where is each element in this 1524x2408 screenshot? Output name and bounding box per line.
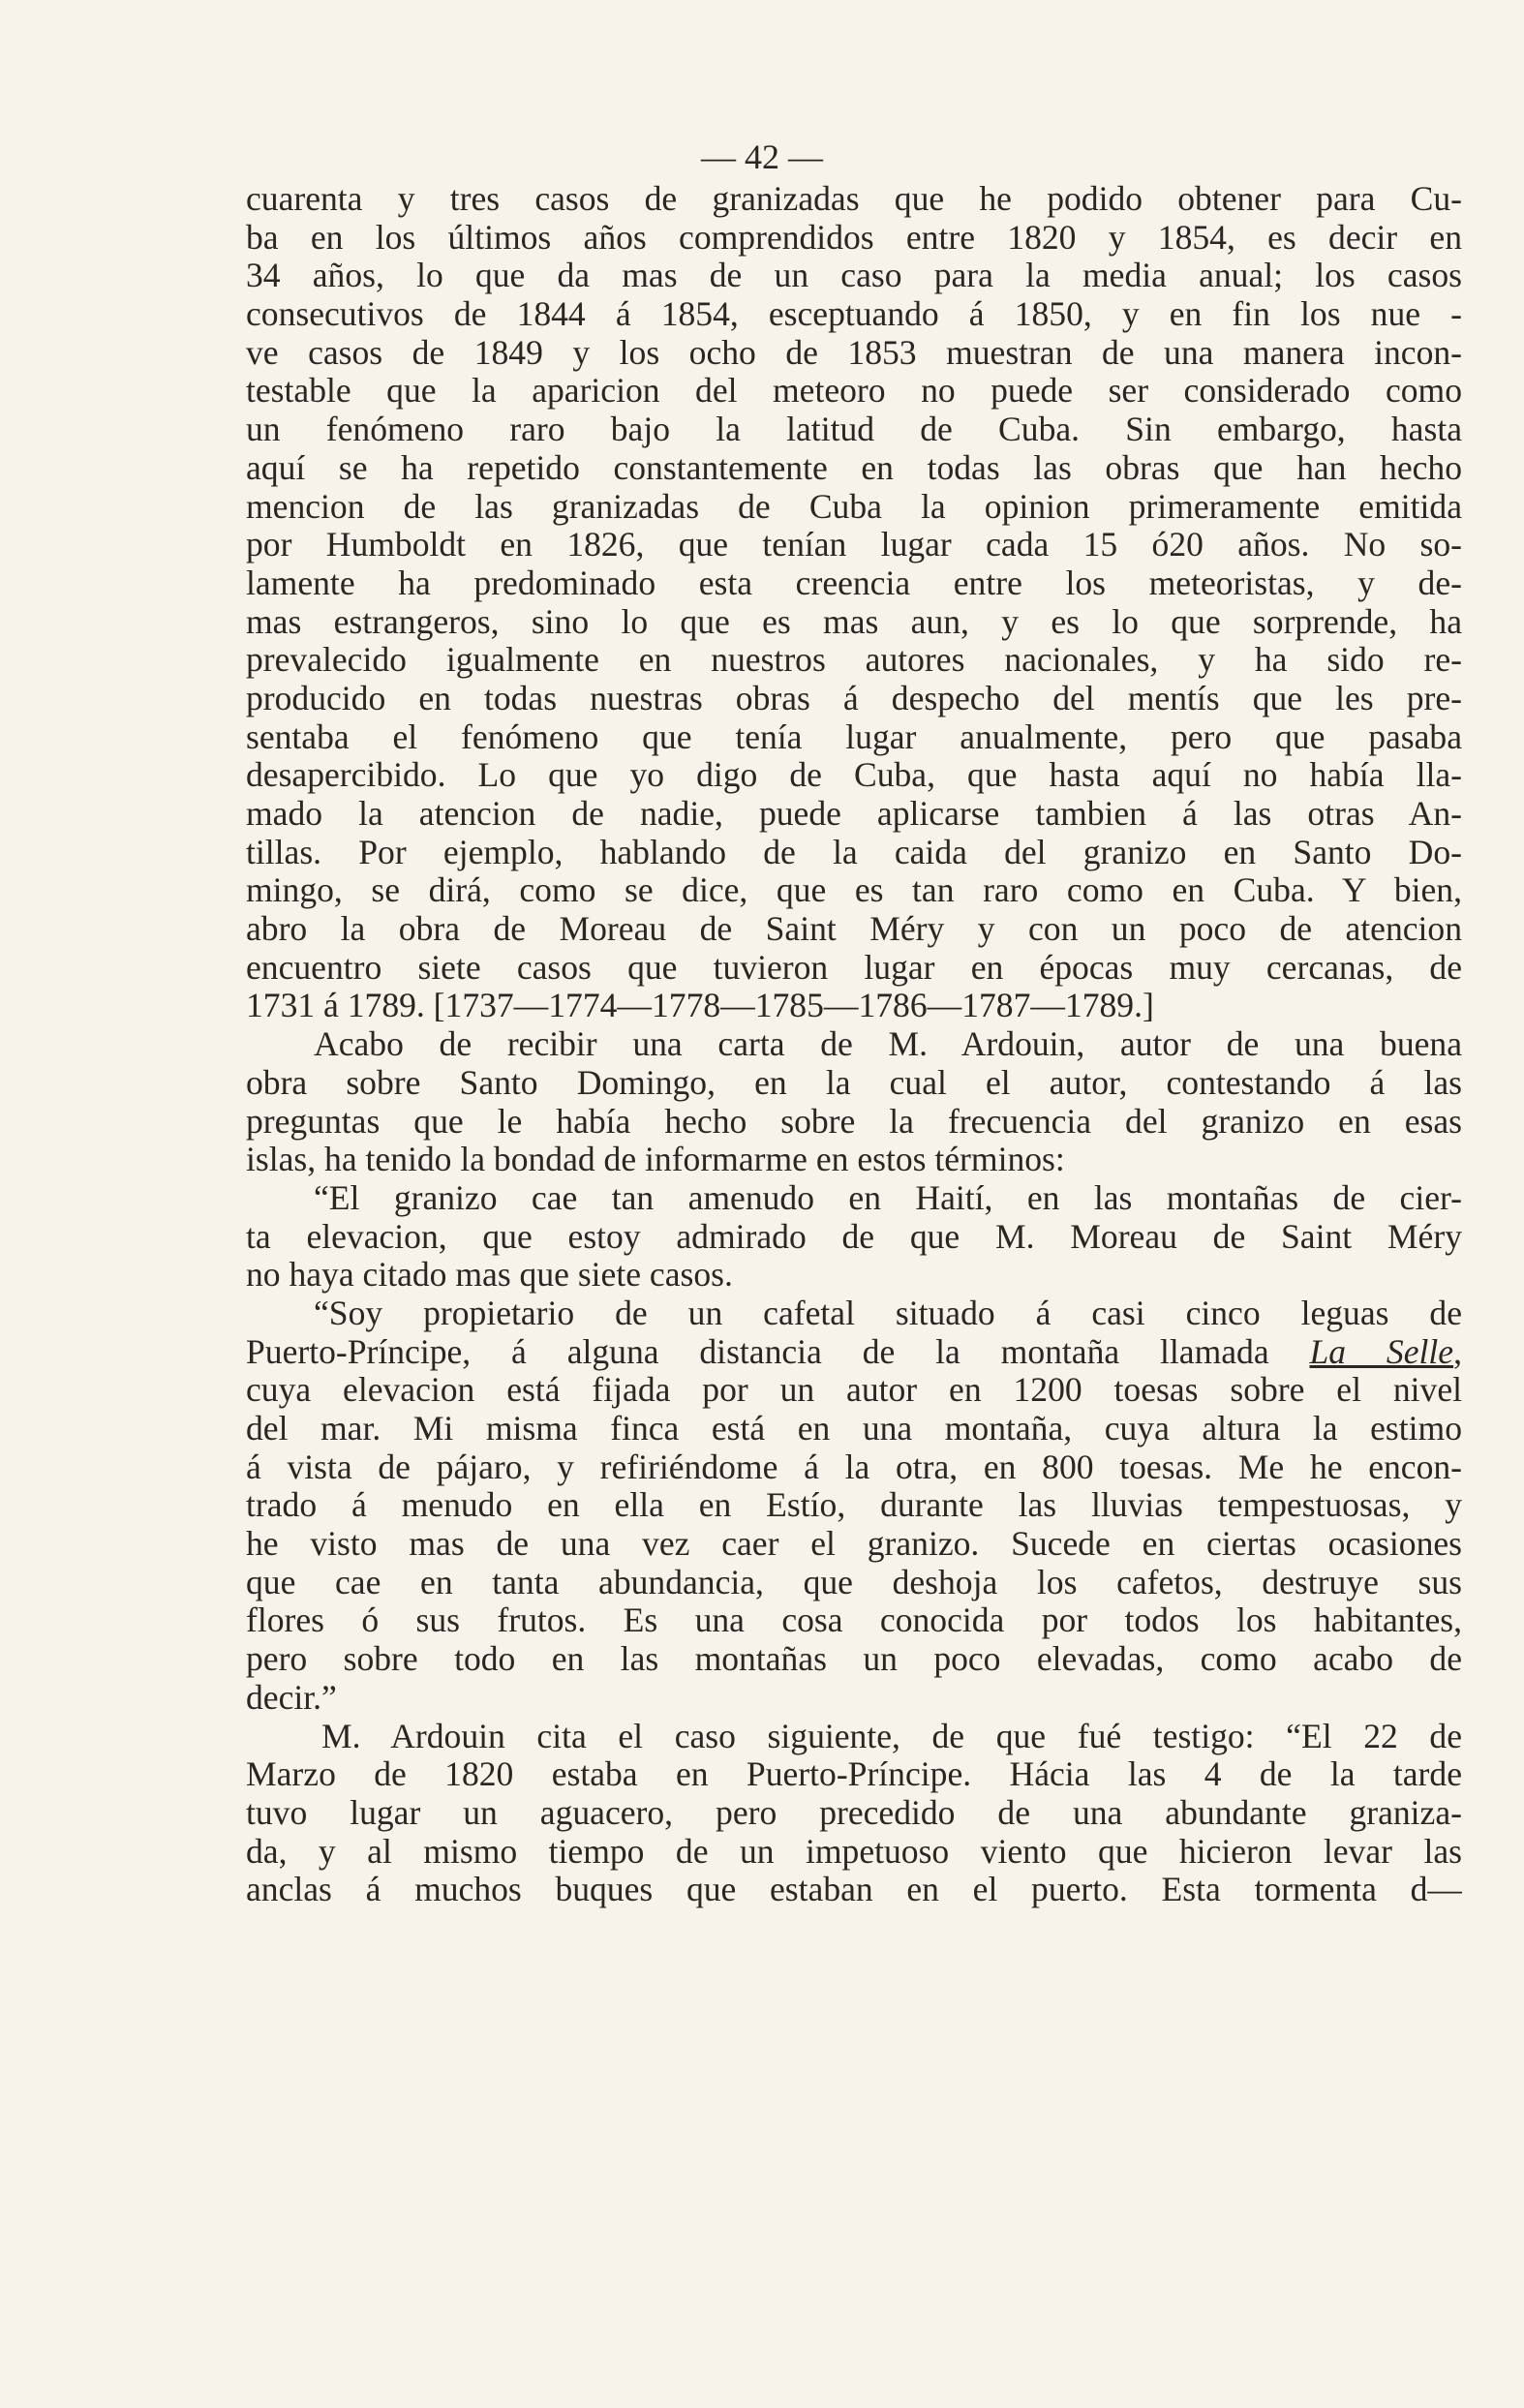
text-line: Marzo de 1820 estaba en Puerto-Príncipe. Hácia las 4 de la tarde bbox=[246, 1755, 1462, 1794]
text-line: mingo, se dirá, como se dice, que es tan raro como en Cuba. Y bien, bbox=[246, 871, 1462, 910]
text-line: mencion de las granizadas de Cuba la opinion primeramente emitida bbox=[246, 487, 1462, 526]
text-line: obra sobre Santo Domingo, en la cual el autor, contestando á las bbox=[246, 1063, 1462, 1102]
body-text bbox=[246, 180, 1462, 1909]
text-line: aquí se ha repetido constantemente en todas las obras que han hecho bbox=[246, 448, 1462, 487]
text-line: mado la atencion de nadie, puede aplicarse tambien á las otras An- bbox=[246, 795, 1462, 833]
text-line: decir.” bbox=[246, 1678, 337, 1717]
text-line: desapercibido. Lo que yo digo de Cuba, que hasta aquí no había lla- bbox=[246, 756, 1462, 795]
text-line: 1731 á 1789. [1737—1774—1778—1785—1786—1787—1789.] bbox=[246, 987, 1154, 1025]
text-line: testable que la aparicion del meteoro no puede ser considerado como bbox=[246, 372, 1462, 411]
text-line-with-italic bbox=[246, 1333, 1462, 1372]
text-line: ba en los últimos años comprendidos entre 1820 y 1854, es decir en bbox=[246, 218, 1462, 257]
text-line: á vista de pájaro, y refiriéndome á la otra, en 800 toesas. Me he encon- bbox=[246, 1448, 1462, 1486]
text-segment: Puerto-Príncipe, á alguna distancia de la montaña llamada bbox=[246, 1332, 1310, 1371]
text-line: anclas á muchos buques que estaban en el puerto. Esta tormenta d— bbox=[246, 1871, 1462, 1909]
text-line: tuvo lugar un aguacero, pero precedido de una abundante graniza- bbox=[246, 1793, 1462, 1832]
text-line: trado á menudo en ella en Estío, durante las lluvias tempestuosas, y bbox=[246, 1486, 1462, 1525]
text-line: Acabo de recibir una carta de M. Ardouin, autor de una buena bbox=[314, 1025, 1462, 1064]
text-line: islas, ha tenido la bondad de informarme en estos términos: bbox=[246, 1141, 1065, 1179]
text-line: no haya citado mas que siete casos. bbox=[246, 1256, 733, 1295]
text-line: sentaba el fenómeno que tenía lugar anualmente, pero que pasaba bbox=[246, 717, 1462, 756]
text-line: que cae en tanta abundancia, que deshoja los cafetos, destruye sus bbox=[246, 1563, 1462, 1601]
text-line: preguntas que le había hecho sobre la frecuencia del granizo en esas bbox=[246, 1102, 1462, 1141]
text-line: producido en todas nuestras obras á despecho del mentís que les pre- bbox=[246, 679, 1462, 717]
text-line: ta elevacion, que estoy admirado de que M. Moreau de Saint Méry bbox=[246, 1217, 1462, 1256]
text-line: flores ó sus frutos. Es una cosa conocida por todos los habitantes, bbox=[246, 1601, 1462, 1640]
text-line: cuarenta y tres casos de granizadas que he podido obtener para Cu- bbox=[246, 180, 1462, 218]
text-line: abro la obra de Moreau de Saint Méry y con un poco de atencion bbox=[246, 910, 1462, 949]
text-line: un fenómeno raro bajo la latitud de Cuba. Sin embargo, hasta bbox=[246, 411, 1462, 449]
text-line: “El granizo cae tan amenudo en Haití, en las montañas de cier- bbox=[314, 1178, 1462, 1217]
text-line: ve casos de 1849 y los ocho de 1853 muestran de una manera incon- bbox=[246, 333, 1462, 372]
text-line: “Soy propietario de un cafetal situado á casi cinco leguas de bbox=[314, 1294, 1462, 1332]
text-line: da, y al mismo tiempo de un impetuoso viento que hicieron levar las bbox=[246, 1832, 1462, 1871]
text-line: del mar. Mi misma finca está en una montaña, cuya altura la estimo bbox=[246, 1410, 1462, 1448]
text-line: mas estrangeros, sino lo que es mas aun, y es lo que sorprende, ha bbox=[246, 602, 1462, 641]
text-line: cuya elevacion está fijada por un autor en 1200 toesas sobre el nivel bbox=[246, 1371, 1462, 1410]
text-segment: , bbox=[1453, 1332, 1462, 1371]
text-line: tillas. Por ejemplo, hablando de la caida del granizo en Santo Do- bbox=[246, 833, 1462, 871]
text-line: encuentro siete casos que tuvieron lugar en épocas muy cercanas, de bbox=[246, 948, 1462, 987]
text-line: lamente ha predominado esta creencia entre los meteoristas, y de- bbox=[246, 564, 1462, 602]
text-line: por Humboldt en 1826, que tenían lugar cada 15 ó20 años. No so- bbox=[246, 526, 1462, 564]
italic-place-name: La Selle bbox=[1309, 1332, 1454, 1371]
text-line: prevalecido igualmente en nuestros autores nacionales, y ha sido re- bbox=[246, 641, 1462, 680]
text-line: consecutivos de 1844 á 1854, esceptuando á 1850, y en fin los nue - bbox=[246, 295, 1462, 334]
text-line: 34 años, lo que da mas de un caso para la media anual; los casos bbox=[246, 257, 1462, 295]
text-line: pero sobre todo en las montañas un poco elevadas, como acabo de bbox=[246, 1640, 1462, 1679]
page-number: — 42 — bbox=[701, 137, 823, 176]
text-line: M. Ardouin cita el caso siguiente, de que fué testigo: “El 22 de bbox=[321, 1717, 1462, 1755]
text-line: he visto mas de una vez caer el granizo. Sucede en ciertas ocasiones bbox=[246, 1525, 1462, 1564]
